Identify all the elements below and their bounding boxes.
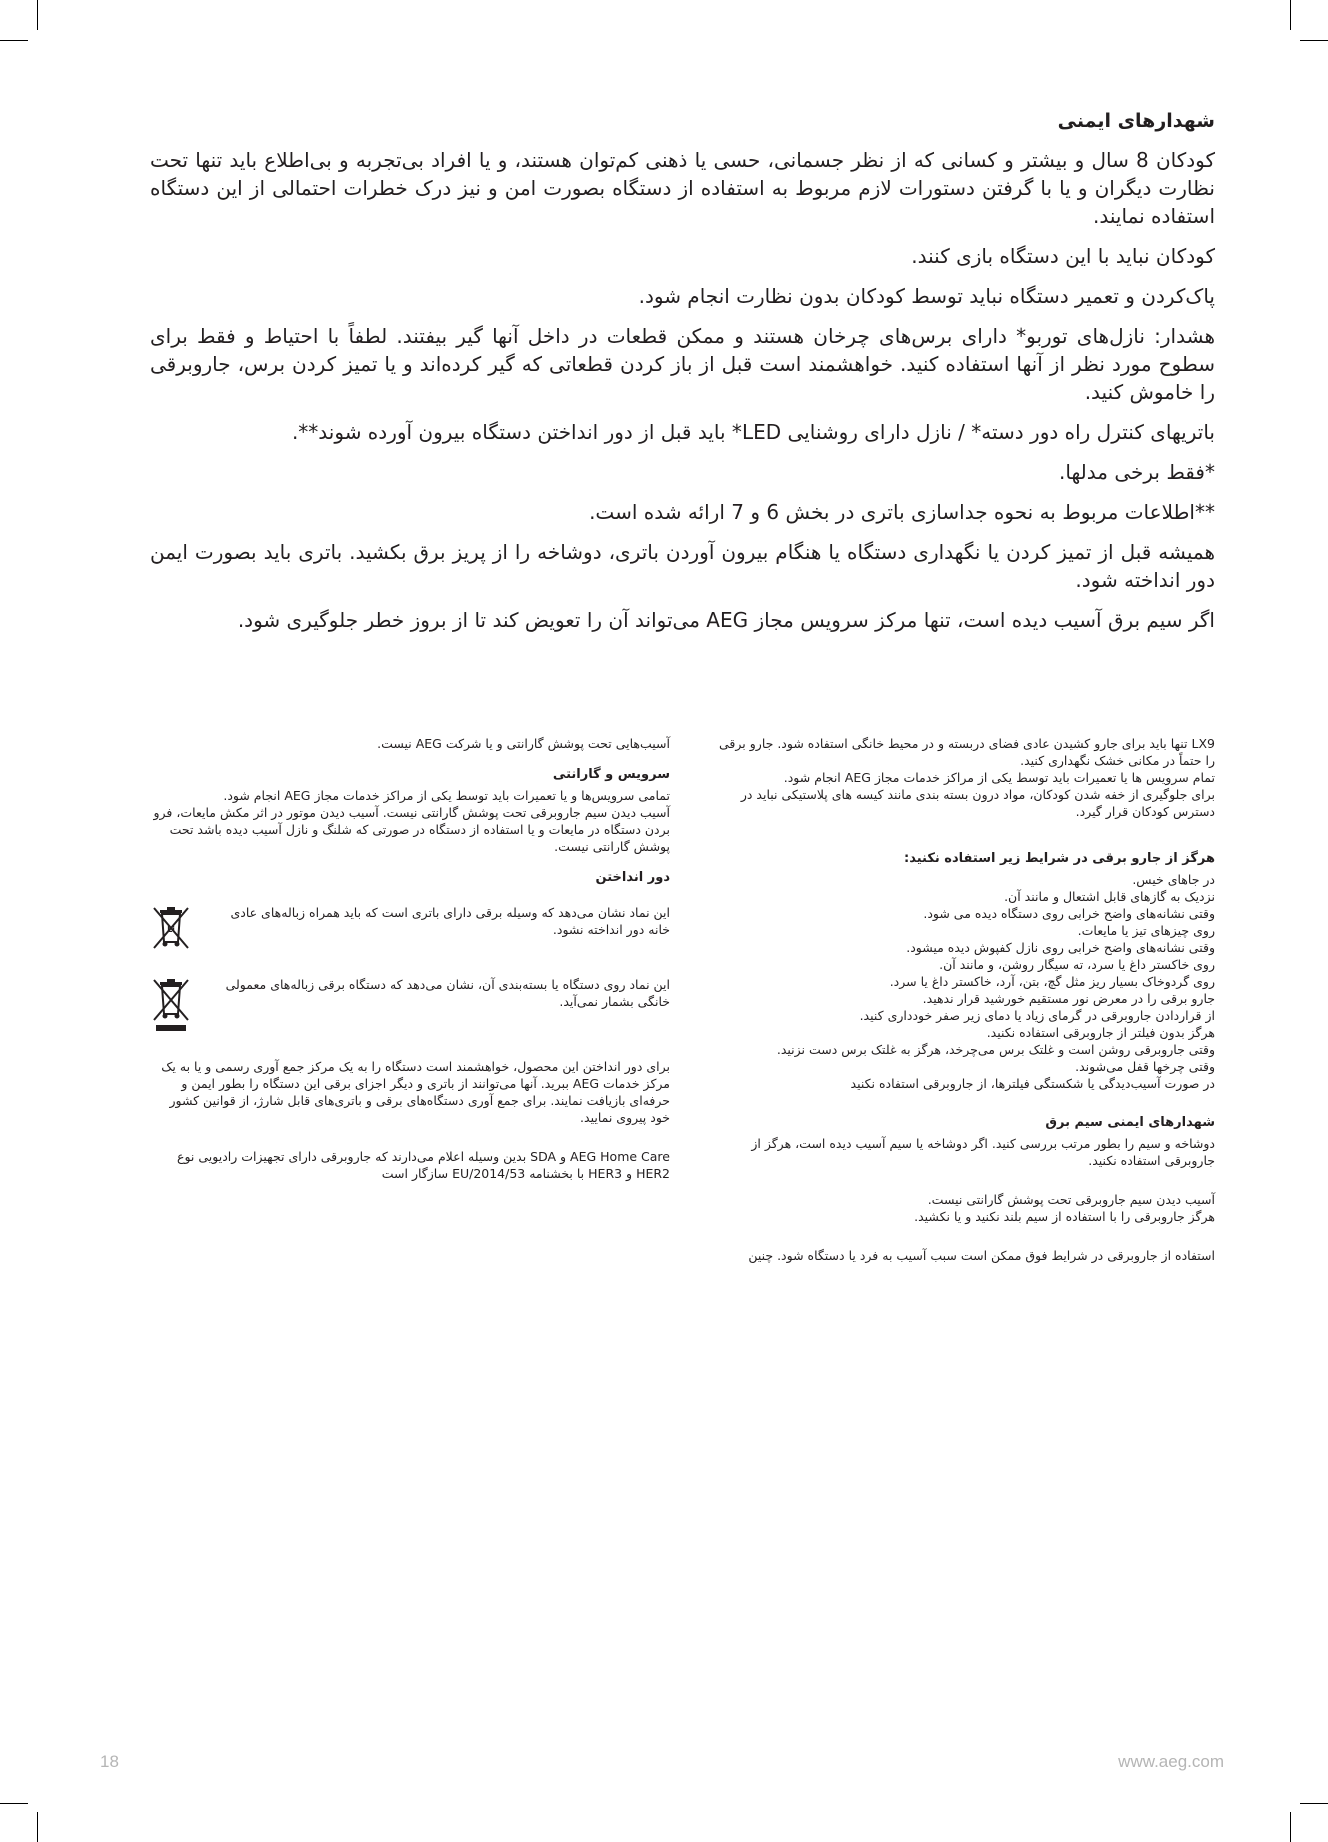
warning-item: وقتی چرخها قفل می‌شوند. (1075, 1059, 1215, 1074)
disposal-text: این نماد روی دستگاه یا بسته‌بندی آن، نشان می‌دهد که دستگاه برقی زباله‌های معمولی خانگی بشمار نمی‌آید. (225, 977, 670, 1009)
crop-mark (1290, 1812, 1291, 1842)
damage-line: هرگز جاروبرقی را با استفاده از سیم بلند نکنید و یا نکشید. (914, 1209, 1215, 1224)
disposal-text: این نماد نشان می‌دهد که وسیله برقی دارای باتری است که باید همراه زباله‌های عادی خانه دور انداخته نشود. (230, 905, 670, 937)
service-line: تمامی سرویس‌ها و یا تعمیرات باید توسط یکی از مراکز خدمات مجاز AEG انجام شود. (223, 788, 670, 803)
crop-mark (37, 1812, 38, 1842)
crossed-bin-icon (150, 904, 192, 954)
crop-mark (0, 40, 28, 41)
warning-item: جارو برقی را در معرض نور مستقیم خورشید قرار ندهید. (922, 991, 1215, 1006)
svg-text:Li: Li (167, 925, 175, 934)
crop-mark (1290, 0, 1291, 30)
footer-url: www.aeg.com (1118, 1752, 1224, 1771)
usage-text: استفاده از جاروبرقی در شرایط فوق ممکن است سبب آسیب به فرد یا دستگاه شود. چنین (748, 1248, 1215, 1263)
paragraph: **اطلاعات مربوط به نحوه جداسازی باتری در بخش 6 و 7 ارائه شده است. (589, 500, 1215, 524)
service-line: آسیب دیدن سیم جاروبرقی تحت پوشش گارانتی نیست. آسیب دیدن موتور در اثر مکش مایعات، فرو بردن دستگاه در مایعات و یا استفاده از دستگاه در صورتی که شلنگ و نازل آسیب دیده باشد تحت پوشش گارانتی نیست. (153, 805, 670, 854)
paragraph: هشدار: نازل‌های توربو* دارای برس‌های چرخان هستند و ممکن قطعات در داخل آنها گیر بیفتند. لطفاً با احتیاط و فقط برای سطوح مورد نظر از آنها استفاده کنید. خواهشمند است قبل از باز کردن قطعاتی که گیر کرده‌اند و یا تمیز کردن برس، جاروبرقی را خاموش کنید. (150, 324, 1215, 404)
warning-item: هرگز بدون فیلتر از جاروبرقی استفاده نکنید. (986, 1025, 1215, 1040)
warning-item: در صورت آسیب‌دیدگی یا شکستگی فیلترها، از جاروبرقی استفاده نکنید (850, 1076, 1215, 1091)
intro-line: LX9 تنها باید برای جارو کشیدن عادی فضای دربسته و در محیط خانگی استفاده شود. جارو برقی را حتماً در مکانی خشک نگهداری کنید. (719, 736, 1215, 768)
warning-item: نزدیک به گازهای قابل اشتعال و مانند آن. (1004, 889, 1215, 904)
cord-safety-heading: شهدارهای ایمنی سیم برق (1045, 1115, 1215, 1130)
paragraph: پاک‌کردن و تعمیر دستگاه نباید توسط کودکان بدون نظارت انجام شود. (638, 284, 1215, 308)
disposal-item (150, 976, 670, 1036)
cord-text: دوشاخه و سیم را بطور مرتب بررسی کنید. اگر دوشاخه یا سیم آسیب دیده است، هرگز از جاروبرقی استفاده نکنید. (751, 1136, 1215, 1168)
warning-heading: هرگز از جارو برقی در شرایط زیر استفاده نکنید: (904, 851, 1215, 866)
crop-mark (0, 1803, 28, 1804)
warning-item: روی گردوخاک بسیار ریز مثل گچ، بتن، آرد، خاکستر داغ یا سرد. (889, 974, 1215, 989)
crop-mark (1300, 40, 1328, 41)
warning-item: روی چیزهای تیز یا مایعات. (1077, 923, 1215, 938)
crop-mark (37, 0, 38, 30)
paragraph: باتریهای کنترل راه دور دسته* / نازل دارای روشنایی LED* باید قبل از دور انداختن دستگاه بیرون آورده شوند**. (291, 420, 1215, 444)
intro-line: تمام سرویس ها یا تعمیرات باید توسط یکی از مراکز خدمات مجاز AEG انجام شود. (783, 770, 1215, 785)
paragraph: *فقط برخی مدلها. (1059, 460, 1215, 484)
paragraph: کودکان 8 سال و بیشتر و کسانی که از نظر جسمانی، حسی یا ذهنی کم‌توان هستند، و یا افراد بی‌تجربه و بی‌اطلاع باید تنها تحت نظارت دیگران و یا با گرفتن دستورات لازم مربوط به استفاده از دستگاه بصورت امن و نیز درک خطرات احتمالی از این دستگاه استفاده نمایند. (150, 148, 1216, 228)
recycle-text: برای دور انداختن این محصول، خواهشمند است دستگاه را به یک مرکز جمع آوری رسمی و یا به یک مرکز خدمات AEG ببرید. آنها می‌توانند از باتری و دیگر اجزای برقی این دستگاه را بطور ایمن و حرفه‌ای بازیافت نمایند. برای جمع آوری دستگاه‌های برقی و باتری‌های قابل شارژ، از قوانین کشور خود پیروی نمایید. (161, 1059, 670, 1125)
disposal-heading: دور انداختن (595, 870, 670, 885)
safety-heading: شهدارهای ایمنی (1057, 110, 1215, 132)
disposal-item (150, 904, 670, 954)
page-number: 18 (100, 1752, 119, 1771)
crop-mark (1300, 1803, 1328, 1804)
paragraph: کودکان نباید با این دستگاه بازی کنند. (911, 244, 1215, 268)
warning-item: در جاهای خیس. (1132, 872, 1215, 887)
left-column (150, 735, 670, 1182)
warning-item: از قراردادن جاروبرقی در گرمای زیاد یا دمای زیر صفر خودداری کنید. (859, 1008, 1215, 1023)
declaration-text: AEG Home Care و SDA بدین وسیله اعلام می‌دارند که جاروبرقی دارای تجهیزات رادیویی نوع HER2 و HER3 با بخشنامه EU/2014/53 سازگار است (177, 1149, 670, 1181)
paragraph: همیشه قبل از تمیز کردن یا نگهداری دستگاه یا هنگام بیرون آوردن باتری، دوشاخه را از پریز برق بکشید. باتری باید بصورت ایمن دور انداخته شود. (150, 540, 1215, 592)
safety-warnings-section (150, 110, 1215, 646)
warning-item: وقتی نشانه‌های واضح خرابی روی نازل کفپوش دیده میشود. (906, 940, 1215, 955)
warning-item: روی خاکستر داغ یا سرد، ته سیگار روشن، و مانند آن. (939, 957, 1215, 972)
damage-line: آسیب دیدن سیم جاروبرقی تحت پوشش گارانتی نیست. (927, 1192, 1215, 1207)
intro-line: برای جلوگیری از خفه شدن کودکان، مواد درون بسته بندی مانند کیسه های پلاستیکی نباید در دسترس کودکان قرار گیرد. (740, 787, 1215, 819)
service-heading: سرویس و گارانتی (552, 767, 670, 782)
weee-bin-icon (150, 976, 192, 1036)
right-column (710, 735, 1215, 1264)
intro-line: آسیب‌هایی تحت پوشش گارانتی و یا شرکت AEG نیست. (377, 736, 670, 751)
warning-item: وقتی نشانه‌های واضح خرابی روی دستگاه دیده می شود. (923, 906, 1215, 921)
warning-item: وقتی جاروبرقی روشن است و غلتک برس می‌چرخد، هرگز به غلتک برس دست نزنید. (776, 1042, 1215, 1057)
paragraph: اگر سیم برق آسیب دیده است، تنها مرکز سرویس مجاز AEG می‌تواند آن را تعویض کند تا از بروز خطر جلوگیری شود. (237, 608, 1215, 632)
